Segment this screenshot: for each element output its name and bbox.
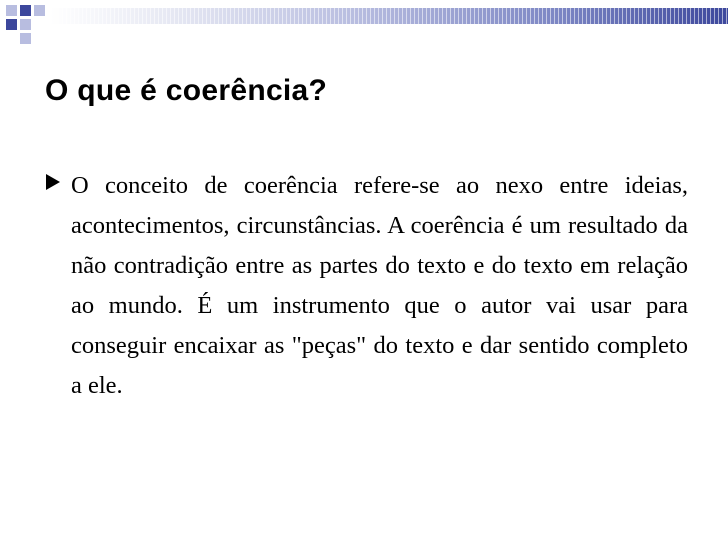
bullet-text: O conceito de coerência refere-se ao nexo entre ideias, acontecimentos, circunstâncias. A coerência é um resultado da não contradição entre as partes do texto e do texto em relação ao mundo. É um instrumento que o autor vai usar para conseguir encaixar as "peças" do texto e dar sentido completo a ele. (71, 172, 688, 399)
slide-title: O que é coerência? (45, 74, 328, 107)
decor-square-icon (34, 5, 45, 16)
decor-square-icon (6, 5, 17, 16)
decor-square-icon (6, 19, 17, 30)
header-gradient-band (50, 8, 728, 24)
triangle-bullet-icon (46, 174, 60, 190)
bullet-item (44, 166, 688, 406)
decor-square-icon (20, 33, 31, 44)
decor-square-icon (20, 19, 31, 30)
decor-square-icon (20, 5, 31, 16)
